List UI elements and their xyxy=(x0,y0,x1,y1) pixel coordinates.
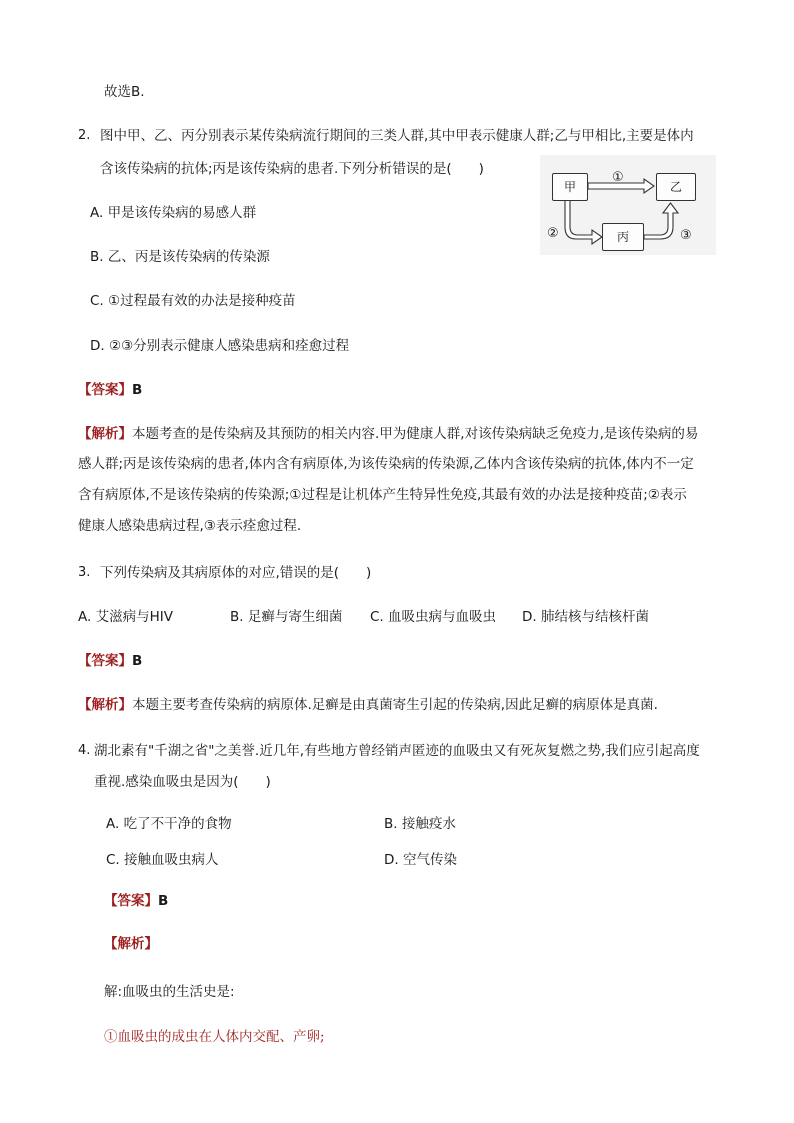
analysis-text: 本题主要考查传染病的病原体.足癣是由真菌寄生引起的传染病,因此足癣的病原体是真菌. xyxy=(132,697,658,713)
box-yi: 乙 xyxy=(656,173,696,201)
q2-option-a: A. 甲是该传染病的易感人群 xyxy=(90,205,257,221)
q4-explain-line: 解:血吸虫的生活史是: xyxy=(104,984,235,1000)
answer-value: B xyxy=(132,653,143,669)
q2-analysis-line4: 健康人感染患病过程,③表示痊愈过程. xyxy=(78,518,302,534)
q3-answer xyxy=(78,652,142,670)
answer-value: B xyxy=(132,382,143,398)
q3-stem: 下列传染病及其病原体的对应,错误的是( ) xyxy=(100,565,372,581)
q2-stem-line2: 含该传染病的抗体;丙是该传染病的患者.下列分析错误的是( ) xyxy=(100,161,484,177)
q2-analysis-line2: 感人群;丙是该传染病的患者,体内含有病原体,为该传染病的传染源,乙体内含该传染病的抗体,体内不一定 xyxy=(78,456,694,472)
q4-stem-line1: 湖北素有"千湖之省"之美誉.近几年,有些地方曾经销声匿迹的血吸虫又有死灰复燃之势,我们应引起高度 xyxy=(94,743,700,759)
q4-option-a: A. 吃了不干净的食物 xyxy=(106,816,232,832)
q2-stem-line1: 图中甲、乙、丙分别表示某传染病流行期间的三类人群,其中甲表示健康人群;乙与甲相比,主要是体内 xyxy=(100,128,694,144)
answer-tag: 【答案】 xyxy=(78,653,132,669)
q3-option-a: A. 艾滋病与HIV xyxy=(78,609,173,625)
answer-tag: 【答案】 xyxy=(78,382,132,398)
label-1: ① xyxy=(612,170,624,185)
q4-option-d: D. 空气传染 xyxy=(384,852,457,868)
q4-option-c: C. 接触血吸虫病人 xyxy=(106,852,219,868)
arrow-3-icon xyxy=(644,203,678,239)
label-2: ② xyxy=(547,226,559,241)
box-jia: 甲 xyxy=(552,173,588,201)
previous-answer-line: 故选B. xyxy=(104,84,145,100)
q2-analysis-line3: 含有病原体,不是该传染病的传染源;①过程是让机体产生特异性免疫,其最有效的办法是接种疫苗;②表示 xyxy=(78,487,687,503)
q4-option-b: B. 接触疫水 xyxy=(384,816,456,832)
q2-option-d: D. ②③分别表示健康人感染患病和痊愈过程 xyxy=(90,338,350,354)
q4-stem-line2: 重视.感染血吸虫是因为( ) xyxy=(94,774,271,790)
label-3: ③ xyxy=(680,228,692,243)
box-bing: 丙 xyxy=(602,223,644,251)
q4-life-cycle-1: ①血吸虫的成虫在人体内交配、产卵; xyxy=(104,1029,325,1045)
q3-option-b: B. 足癣与寄生细菌 xyxy=(230,609,343,625)
q2-analysis-line1 xyxy=(78,425,698,443)
answer-value: B xyxy=(158,893,169,909)
q3-number: 3. xyxy=(78,565,91,580)
q2-option-c: C. ①过程最有效的办法是接种疫苗 xyxy=(90,293,296,309)
analysis-tag: 【解析】 xyxy=(78,426,132,442)
answer-tag: 【答案】 xyxy=(104,893,158,909)
q2-answer xyxy=(78,381,142,399)
q4-number: 4. xyxy=(78,743,91,758)
q3-analysis xyxy=(78,696,658,714)
q3-option-c: C. 血吸虫病与血吸虫 xyxy=(370,609,497,625)
arrow-2-icon xyxy=(565,199,602,244)
analysis-tag: 【解析】 xyxy=(78,697,132,713)
q4-answer xyxy=(104,892,168,910)
q2-number: 2. xyxy=(78,128,91,143)
q2-option-b: B. 乙、丙是该传染病的传染源 xyxy=(90,249,270,265)
q3-option-d: D. 肺结核与结核杆菌 xyxy=(522,609,649,625)
q4-analysis-tag: 【解析】 xyxy=(104,936,158,952)
analysis-text: 本题考查的是传染病及其预防的相关内容.甲为健康人群,对该传染病缺乏免疫力,是该传染病的易 xyxy=(132,426,699,442)
population-diagram xyxy=(540,155,716,255)
